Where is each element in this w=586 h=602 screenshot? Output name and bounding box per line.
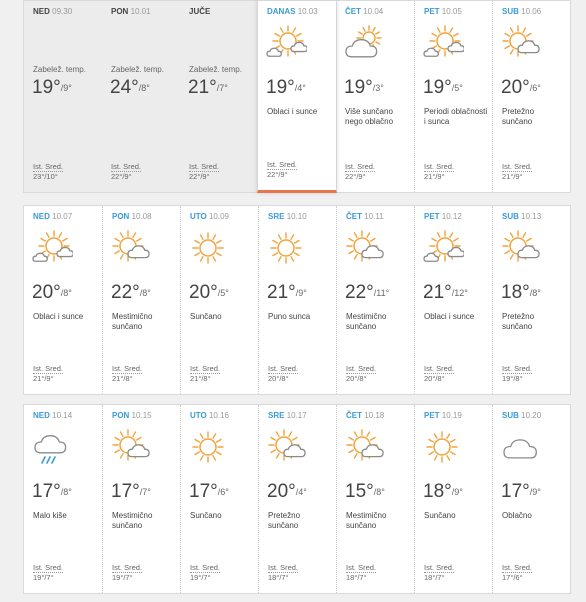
day-date (112, 212, 152, 221)
temperature (188, 77, 228, 99)
sun-icon (422, 429, 462, 465)
high-temp: 17° (32, 481, 61, 502)
day-date (502, 212, 541, 221)
historical-average-value: 18°/7° (346, 573, 367, 582)
day-date (190, 411, 229, 420)
high-temp: 20° (501, 77, 530, 98)
historical-average-value: 18°/7° (268, 573, 289, 582)
day-name: NED (33, 411, 50, 420)
historical-average-label[interactable]: Ist. Sred. (424, 563, 455, 572)
date-value: 09.30 (52, 7, 73, 16)
rain-icon (31, 429, 71, 465)
temperature (345, 282, 389, 304)
day-date (267, 7, 318, 16)
day-name: ČET (346, 411, 362, 420)
day-name: NED (33, 7, 50, 16)
low-temp: /5° (451, 83, 463, 93)
condition-text: Oblaci i sunce (267, 107, 318, 116)
date-value: 10.19 (441, 411, 462, 420)
historical-average-label[interactable]: Ist. Sred. (33, 162, 64, 171)
day-card[interactable] (24, 206, 102, 394)
day-name: DANAS (267, 7, 296, 16)
historical-average-label[interactable]: Ist. Sred. (346, 563, 377, 572)
day-card[interactable] (336, 405, 414, 593)
recorded-temp-label: Zabelež. temp. (111, 65, 164, 74)
day-date (190, 212, 229, 221)
historical-average-label[interactable]: Ist. Sred. (112, 364, 143, 373)
day-name: PET (424, 212, 440, 221)
day-card[interactable] (336, 206, 414, 394)
date-value: 10.14 (52, 411, 73, 420)
high-temp: 17° (189, 481, 218, 502)
historical-average-value: 21°/8° (190, 374, 211, 383)
cloud-sun-icon (343, 25, 383, 61)
low-temp: /4° (294, 83, 306, 93)
condition-text: Sunčano (190, 511, 222, 520)
high-temp: 20° (189, 282, 218, 303)
day-name: PET (424, 411, 440, 420)
historical-average-value: 22°/9° (345, 172, 366, 181)
low-temp: /6° (217, 487, 229, 497)
condition-text: Mestimično sunčano (346, 312, 387, 331)
sun-icon (188, 230, 228, 266)
high-temp: 17° (501, 481, 530, 502)
historical-average (346, 364, 376, 384)
historical-average-label[interactable]: Ist. Sred. (502, 364, 533, 373)
high-temp: 21° (188, 77, 217, 98)
day-date (424, 7, 462, 16)
date-value: 10.11 (364, 212, 384, 221)
date-value: 10.10 (286, 212, 307, 221)
day-date (502, 411, 541, 420)
historical-average (502, 563, 532, 583)
historical-average-value: 19°/7° (33, 573, 54, 582)
low-temp: /7° (216, 83, 228, 93)
date-value: 10.08 (131, 212, 152, 221)
high-temp: 19° (266, 77, 295, 98)
sun-cloud-icon (110, 230, 150, 266)
day-date (33, 7, 72, 16)
temperature (267, 282, 307, 304)
day-card[interactable] (257, 0, 337, 193)
day-card[interactable] (258, 405, 336, 593)
high-temp: 24° (110, 77, 139, 98)
temperature (266, 77, 306, 99)
temperature (32, 77, 72, 99)
high-temp: 18° (423, 481, 452, 502)
sun-icon (188, 429, 228, 465)
sun-cloud-icon (266, 429, 306, 465)
day-card[interactable] (492, 405, 570, 593)
low-temp: /8° (60, 288, 72, 298)
low-temp: /9° (451, 487, 463, 497)
historical-average-label[interactable]: Ist. Sred. (190, 563, 221, 572)
historical-average-label[interactable]: Ist. Sred. (345, 162, 376, 171)
low-temp: /5° (217, 288, 229, 298)
low-temp: /8° (529, 288, 541, 298)
historical-average-value: 18°/7° (424, 573, 445, 582)
historical-average-label[interactable]: Ist. Sred. (502, 563, 533, 572)
day-name: UTO (190, 212, 207, 221)
historical-average (268, 364, 298, 384)
temperature (501, 77, 541, 99)
day-date (112, 411, 152, 420)
temperature (110, 77, 150, 99)
condition-text: Pretežno sunčano (502, 312, 535, 331)
historical-average (502, 364, 532, 384)
day-name: SRE (268, 212, 285, 221)
cloud-icon (500, 429, 540, 465)
forecast-week-row (23, 404, 571, 594)
historical-average (268, 563, 298, 583)
condition-text: Oblačno (502, 511, 532, 520)
sun-cloud-icon (500, 25, 540, 61)
low-temp: /6° (529, 83, 541, 93)
day-name: JUČE (189, 7, 211, 16)
day-name: PON (112, 212, 130, 221)
low-temp: /9° (529, 487, 541, 497)
date-value: 10.20 (521, 411, 542, 420)
date-value: 10.03 (297, 7, 318, 16)
low-temp: /12° (451, 288, 468, 298)
low-temp: /8° (139, 288, 151, 298)
day-date (268, 411, 307, 420)
historical-average-label[interactable]: Ist. Sred. (268, 364, 299, 373)
historical-average-label[interactable]: Ist. Sred. (502, 162, 533, 171)
condition-text: Sunčano (424, 511, 456, 520)
low-temp: /3° (372, 83, 384, 93)
temperature (32, 481, 72, 503)
low-temp: /4° (295, 487, 307, 497)
condition-text: Oblaci i sunce (33, 312, 84, 321)
condition-text: Mestimično sunčano (112, 511, 153, 530)
low-temp: /8° (138, 83, 150, 93)
historical-average-value: 17°/6° (502, 573, 523, 582)
temperature (501, 282, 541, 304)
historical-average-value: 20°/8° (346, 374, 367, 383)
day-card[interactable] (336, 1, 414, 192)
sun-cloud-icon (500, 230, 540, 266)
sun-cloud-icon (344, 429, 384, 465)
day-date (502, 7, 541, 16)
temperature (423, 77, 463, 99)
sun-cloud-small-icon (422, 230, 462, 266)
historical-average-value: 20°/8° (268, 374, 289, 383)
historical-average (346, 563, 376, 583)
day-date (346, 212, 384, 221)
day-card[interactable] (102, 405, 180, 593)
day-date (189, 7, 210, 16)
historical-average (502, 162, 532, 182)
high-temp: 19° (32, 77, 61, 98)
historical-average-value: 22°/9° (267, 170, 288, 179)
historical-average-label[interactable]: Ist. Sred. (33, 563, 64, 572)
historical-average (33, 563, 63, 583)
historical-average (189, 162, 219, 182)
historical-average (424, 364, 454, 384)
temperature (345, 481, 385, 503)
historical-average-label[interactable]: Ist. Sred. (424, 162, 455, 171)
date-value: 10.04 (363, 7, 384, 16)
historical-average (190, 364, 220, 384)
high-temp: 20° (267, 481, 296, 502)
forecast-week-row (23, 0, 571, 193)
temperature (189, 481, 229, 503)
sun-icon (266, 230, 306, 266)
condition-text: Pretežno sunčano (268, 511, 301, 530)
date-value: 10.09 (208, 212, 230, 221)
temperature (189, 282, 229, 304)
date-value: 10.16 (208, 411, 230, 420)
high-temp: 17° (111, 481, 140, 502)
day-card[interactable] (24, 405, 102, 593)
date-value: 10.18 (364, 411, 385, 420)
date-value: 10.07 (52, 212, 73, 221)
recorded-temp-label: Zabelež. temp. (33, 65, 86, 74)
temperature (111, 481, 151, 503)
low-temp: /8° (60, 487, 72, 497)
day-name: PET (424, 7, 440, 16)
sun-cloud-small-icon (265, 25, 305, 61)
historical-average-value: 22°/9° (189, 172, 210, 181)
historical-average-value: 21°/9° (502, 172, 523, 181)
high-temp: 19° (344, 77, 373, 98)
high-temp: 22° (111, 282, 140, 303)
day-card[interactable] (102, 1, 180, 192)
day-name: ČET (346, 212, 362, 221)
day-date (33, 212, 72, 221)
day-card[interactable] (180, 1, 258, 192)
day-name: NED (33, 212, 50, 221)
day-card[interactable] (180, 206, 258, 394)
day-name: UTO (190, 411, 207, 420)
temperature (423, 481, 463, 503)
historical-average-label[interactable]: Ist. Sred. (424, 364, 455, 373)
day-card[interactable] (258, 206, 336, 394)
historical-average (111, 162, 141, 182)
historical-average (112, 364, 142, 384)
recorded-temp-label: Zabelež. temp. (189, 65, 242, 74)
sun-cloud-small-icon (422, 25, 462, 61)
day-name: ČET (345, 7, 361, 16)
temperature (32, 282, 72, 304)
low-temp: /9° (60, 83, 72, 93)
high-temp: 22° (345, 282, 374, 303)
day-card[interactable] (180, 405, 258, 593)
day-name: PON (111, 7, 129, 16)
temperature (344, 77, 384, 99)
condition-text: Više sunčano nego oblačno (345, 107, 394, 126)
high-temp: 20° (32, 282, 61, 303)
historical-average-label[interactable]: Ist. Sred. (346, 364, 377, 373)
day-card[interactable] (414, 405, 492, 593)
day-card[interactable] (414, 1, 492, 192)
historical-average (267, 160, 297, 180)
day-date (345, 7, 383, 16)
historical-average-value: 21°/9° (33, 374, 54, 383)
date-value: 10.01 (130, 7, 151, 16)
historical-average-label[interactable]: Ist. Sred. (268, 563, 299, 572)
historical-average-value: 23°/10° (33, 172, 58, 181)
day-card[interactable] (492, 206, 570, 394)
historical-average (112, 563, 142, 583)
temperature (501, 481, 541, 503)
low-temp: /11° (373, 288, 390, 298)
condition-text: Sunčano (190, 312, 222, 321)
condition-text: Pretežno sunčano (502, 107, 535, 126)
condition-text: Mestimično sunčano (112, 312, 153, 331)
date-value: 10.06 (521, 7, 542, 16)
sun-cloud-icon (110, 429, 150, 465)
condition-text: Mestimično sunčano (346, 511, 387, 530)
day-card[interactable] (102, 206, 180, 394)
date-value: 10.05 (441, 7, 462, 16)
historical-average-label[interactable]: Ist. Sred. (267, 160, 298, 169)
high-temp: 21° (267, 282, 296, 303)
low-temp: /8° (373, 487, 385, 497)
day-date (111, 7, 151, 16)
temperature (111, 282, 151, 304)
condition-text: Malo kiše (33, 511, 67, 520)
historical-average (345, 162, 375, 182)
historical-average-label[interactable]: Ist. Sred. (111, 162, 142, 171)
date-value: 10.15 (131, 411, 152, 420)
historical-average-value: 19°/7° (190, 573, 211, 582)
historical-average-value: 20°/8° (424, 374, 445, 383)
historical-average-label[interactable]: Ist. Sred. (190, 364, 221, 373)
historical-average-label[interactable]: Ist. Sred. (189, 162, 220, 171)
day-date (268, 212, 307, 221)
historical-average-label[interactable]: Ist. Sred. (33, 364, 64, 373)
high-temp: 21° (423, 282, 452, 303)
temperature (267, 481, 307, 503)
day-name: SUB (502, 411, 519, 420)
historical-average-value: 22°/9° (111, 172, 132, 181)
historical-average (33, 364, 63, 384)
day-card[interactable] (414, 206, 492, 394)
sun-cloud-small-icon (31, 230, 71, 266)
day-name: SRE (268, 411, 285, 420)
day-date (424, 411, 462, 420)
historical-average (424, 563, 454, 583)
day-date (424, 212, 462, 221)
day-name: PON (112, 411, 130, 420)
date-value: 10.17 (286, 411, 307, 420)
date-value: 10.12 (441, 212, 462, 221)
day-date (33, 411, 72, 420)
low-temp: /7° (139, 487, 151, 497)
high-temp: 19° (423, 77, 452, 98)
high-temp: 15° (345, 481, 374, 502)
day-card[interactable] (492, 1, 570, 192)
historical-average-value: 21°/9° (424, 172, 445, 181)
historical-average-value: 21°/8° (112, 374, 133, 383)
day-name: SUB (502, 212, 519, 221)
historical-average-value: 19°/7° (112, 573, 133, 582)
day-card[interactable] (24, 1, 102, 192)
sun-cloud-icon (344, 230, 384, 266)
low-temp: /9° (295, 288, 307, 298)
condition-text: Periodi oblačnosti i sunca (424, 107, 488, 126)
historical-average (33, 162, 63, 182)
forecast-week-row (23, 205, 571, 395)
condition-text: Oblaci i sunce (424, 312, 475, 321)
historical-average-label[interactable]: Ist. Sred. (112, 563, 143, 572)
date-value: 10.13 (521, 212, 542, 221)
historical-average-value: 19°/8° (502, 374, 523, 383)
day-name: SUB (502, 7, 519, 16)
high-temp: 18° (501, 282, 530, 303)
historical-average (190, 563, 220, 583)
condition-text: Puno sunca (268, 312, 311, 321)
day-date (346, 411, 384, 420)
historical-average (424, 162, 454, 182)
temperature (423, 282, 468, 304)
